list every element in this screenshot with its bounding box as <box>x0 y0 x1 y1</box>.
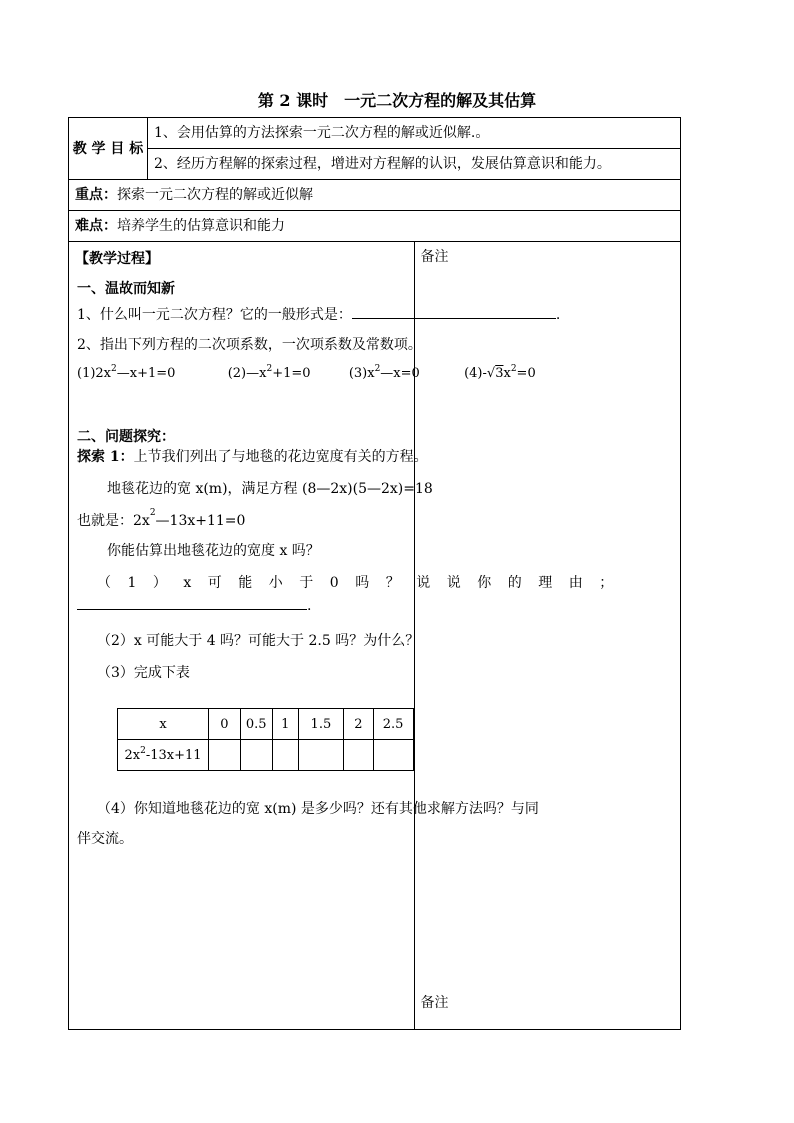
equation-4: $(4)-√3x^2=0$ <box>464 364 536 381</box>
key-point-row <box>69 180 681 211</box>
equation-3: $(3)x^2—x=0$ <box>348 364 420 381</box>
table-x-value: 0.5 <box>240 709 272 740</box>
answer-blank <box>77 609 307 610</box>
difficulty-text: 培养学生的估算意识和能力 <box>117 218 285 234</box>
equation-2: $(2)—x^2+1=0$ <box>227 364 311 381</box>
sqrt-sign-icon: √ <box>486 366 496 381</box>
difficulty-label: 难点： <box>75 218 117 234</box>
table-header-x: x <box>118 709 209 740</box>
table-answer-cell[interactable] <box>209 740 240 771</box>
table-row-label: $2x^2-13x+11$ <box>118 740 209 771</box>
question-3: （3）完成下表 <box>97 665 190 681</box>
remark-label-top: 备注 <box>420 249 449 265</box>
objectives-label: 教 学 目 标 <box>69 118 148 180</box>
table-x-value: 1 <box>272 709 298 740</box>
explore-label: 探索 1： <box>77 449 134 465</box>
table-answer-cell[interactable] <box>272 740 298 771</box>
explore-line-1: 地毯花边的宽 x(m)，满足方程 (8—2x)(5—2x)=18 <box>107 481 433 497</box>
section2-heading: 二、问题探究： <box>77 429 175 445</box>
table-x-value: 0 <box>209 709 240 740</box>
section1-q1-end: . <box>555 307 561 323</box>
explore-text: 上节我们列出了与地毯的花边宽度有关的方程。 <box>133 449 428 465</box>
page-title: 第 2 课时 一元二次方程的解及其估算 <box>257 91 537 110</box>
table-answer-cell[interactable] <box>240 740 272 771</box>
difficulty-row <box>69 211 681 242</box>
table-x-value: 2.5 <box>373 709 413 740</box>
table-answer-cell[interactable] <box>344 740 374 771</box>
table-x-value: 2 <box>344 709 374 740</box>
section1-heading: 一、温故而知新 <box>77 281 175 297</box>
lesson-plan-table <box>68 117 681 1030</box>
section1-q1-text: 1、什么叫一元二次方程？它的一般形式是： <box>77 307 352 323</box>
key-point-label: 重点： <box>75 187 117 203</box>
table-x-value: 1.5 <box>298 709 343 740</box>
question-2: （2）x 可能大于 4 吗？可能大于 2.5 吗？为什么？ <box>97 633 420 649</box>
process-heading: 【教学过程】 <box>75 251 159 267</box>
remarks-column <box>414 242 681 1030</box>
question-4-line-2: 伴交流。 <box>77 831 133 847</box>
question-1: （1）x可能小于0吗？说说你的理由； <box>97 575 630 591</box>
key-point-text: 探索一元二次方程的解或近似解 <box>117 187 313 203</box>
equation-1: $(1)2x^2—x+1=0$ <box>77 364 176 381</box>
question-4-line-1: （4）你知道地毯花边的宽 x(m) 是多少吗？还有其他求解方法吗？与同 <box>97 801 539 817</box>
table-answer-cell[interactable] <box>373 740 413 771</box>
explore-line-2: 也就是：$2x^2—13x+11=0$ <box>77 508 246 529</box>
section1-q2: 2、指出下列方程的二次项系数，一次项系数及常数项。 <box>77 337 422 353</box>
question-1-blank: . <box>77 598 311 614</box>
explore-1 <box>77 446 428 466</box>
value-table <box>117 708 414 771</box>
objective-1: 1、会用估算的方法探索一元二次方程的解或近似解.。 <box>148 118 681 149</box>
table-answer-cell[interactable] <box>298 740 343 771</box>
remark-label-bottom: 备注 <box>420 995 449 1011</box>
explore-line-3: 你能估算出地毯花边的宽度 x 吗？ <box>107 543 320 559</box>
objective-2: 2、经历方程解的探索过程，增进对方程解的认识，发展估算意识和能力。 <box>148 149 681 180</box>
